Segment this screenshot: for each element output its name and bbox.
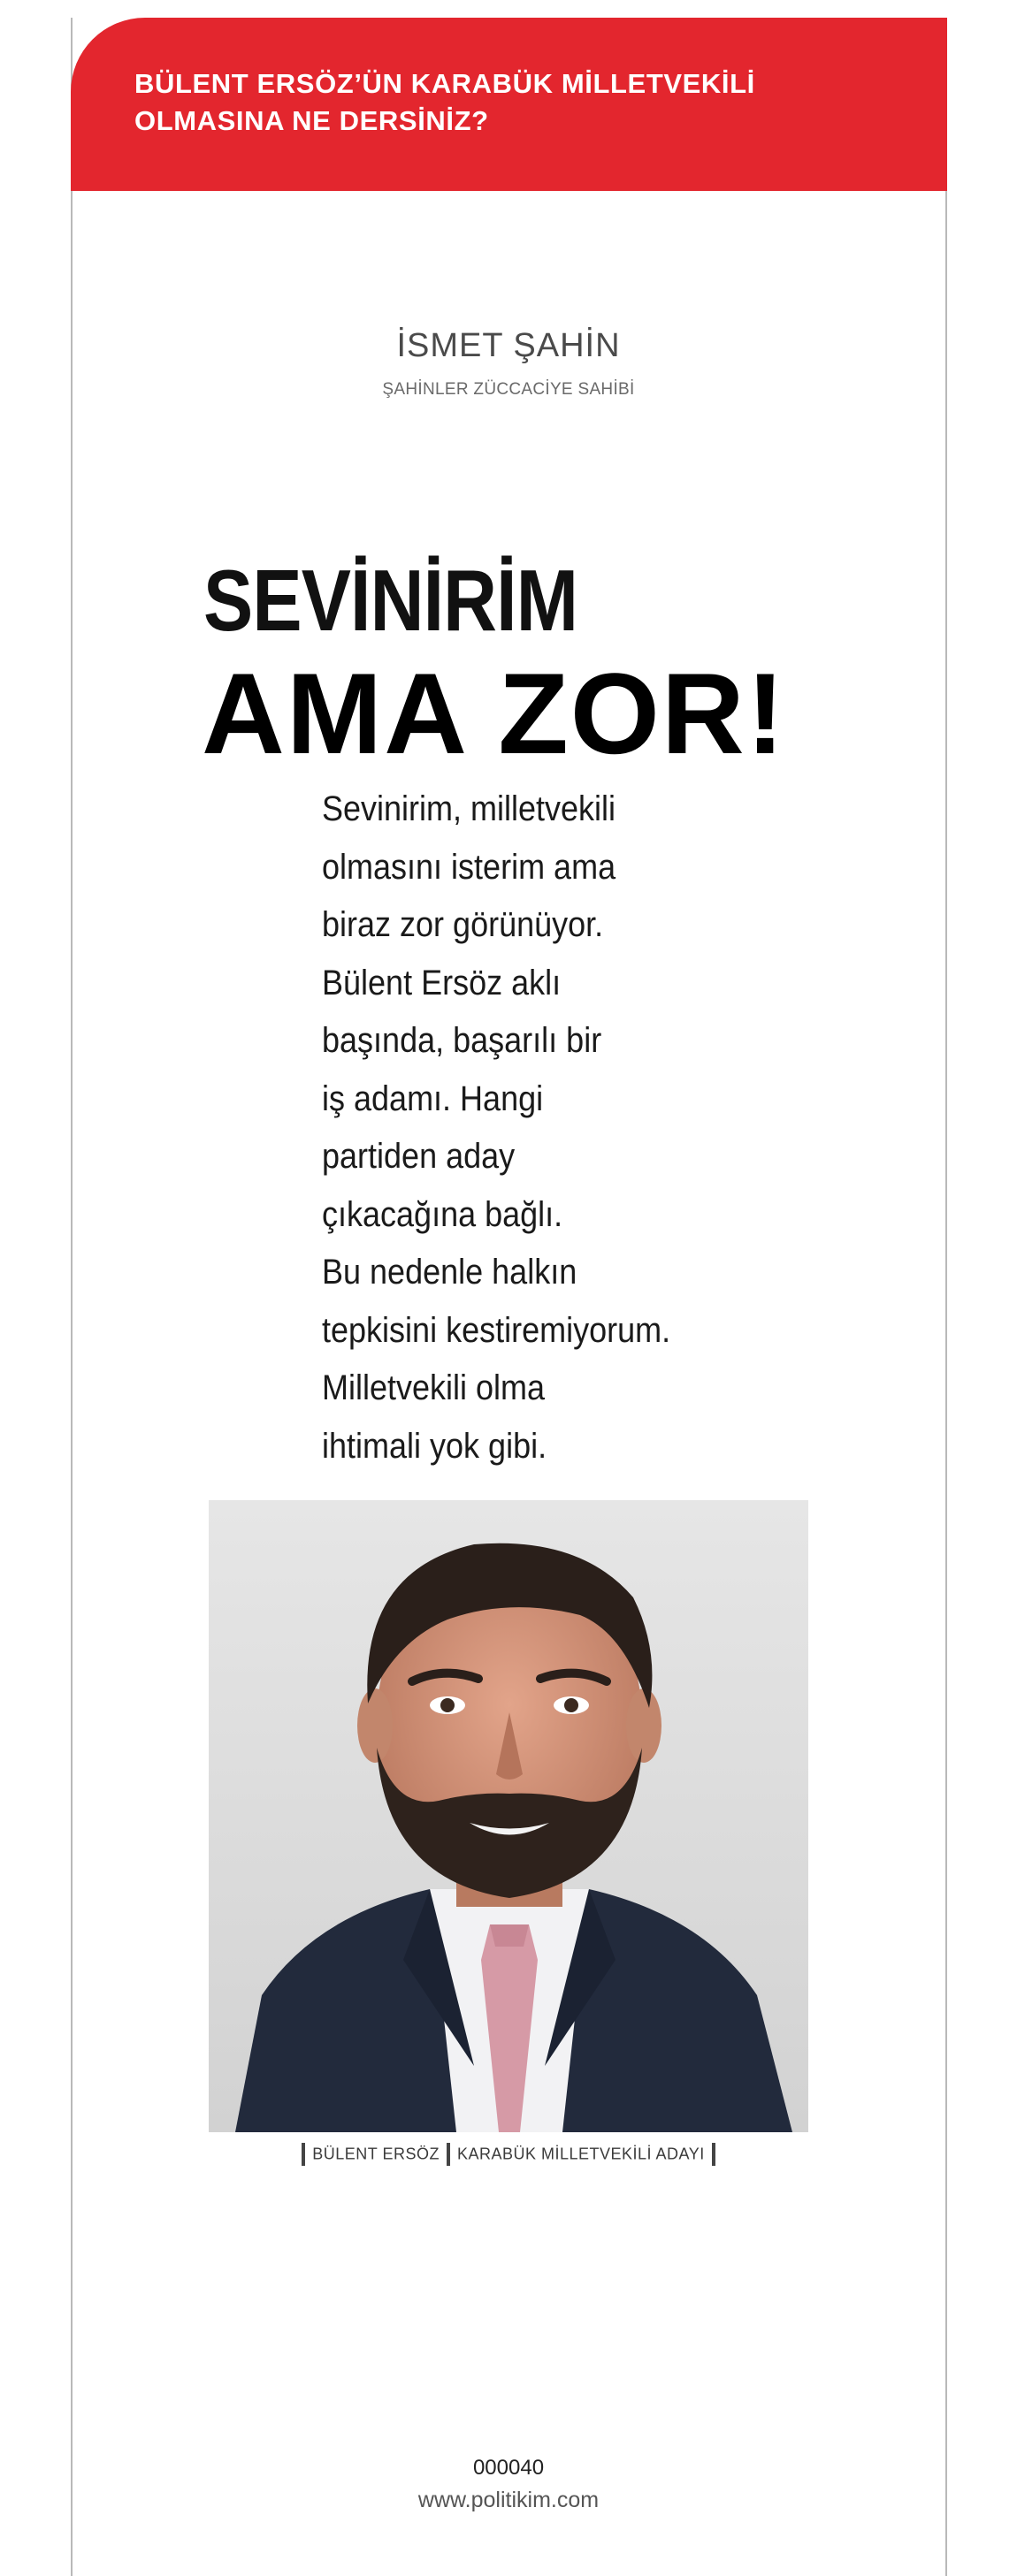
header-title-line-1: BÜLENT ERSÖZ’ÜN KARABÜK MİLLETVEKİLİ <box>134 68 755 99</box>
caption-divider <box>712 2143 715 2166</box>
quote-line: Sevinirim, milletvekili <box>322 789 616 828</box>
quote-line: ihtimali yok gibi. <box>322 1426 547 1466</box>
quote-line: partiden aday <box>322 1137 516 1176</box>
footer-url: www.politikim.com <box>417 2488 600 2512</box>
headline-line-2: AMA ZOR! <box>202 649 787 778</box>
quote-line: başında, başarılı bir <box>322 1021 602 1060</box>
quote-body <box>322 781 709 1475</box>
caption-divider <box>302 2143 305 2166</box>
headline-line-1: SEVİNİRİM <box>203 552 578 649</box>
quote-line: Milletvekili olma <box>322 1368 546 1407</box>
caption-role: KARABÜK MİLLETVEKİLİ ADAYI <box>456 2145 705 2163</box>
caption-divider <box>447 2143 450 2166</box>
header-title <box>134 65 947 140</box>
header-banner <box>71 18 947 191</box>
photo-caption <box>0 2143 1017 2166</box>
quote-line: Bülent Ersöz aklı <box>322 963 562 1002</box>
quote-line: Bu nedenle halkın <box>322 1253 577 1292</box>
page-code: 000040 <box>472 2456 545 2480</box>
speaker-role: ŞAHİNLER ZÜCCACİYE SAHİBİ <box>382 380 635 399</box>
caption-name: BÜLENT ERSÖZ <box>312 2145 440 2163</box>
quote-line: tepkisini kestiremiyorum. <box>322 1310 671 1350</box>
candidate-photo <box>209 1500 808 2132</box>
quote-line: biraz zor görünüyor. <box>322 905 604 944</box>
quote-line: çıkacağına bağlı. <box>322 1194 563 1234</box>
header-title-line-2: OLMASINA NE DERSİNİZ? <box>134 105 489 136</box>
speaker-name: İSMET ŞAHİN <box>396 327 621 364</box>
quote-line: iş adamı. Hangi <box>322 1078 544 1118</box>
quote-line: olmasını isterim ama <box>322 847 616 887</box>
